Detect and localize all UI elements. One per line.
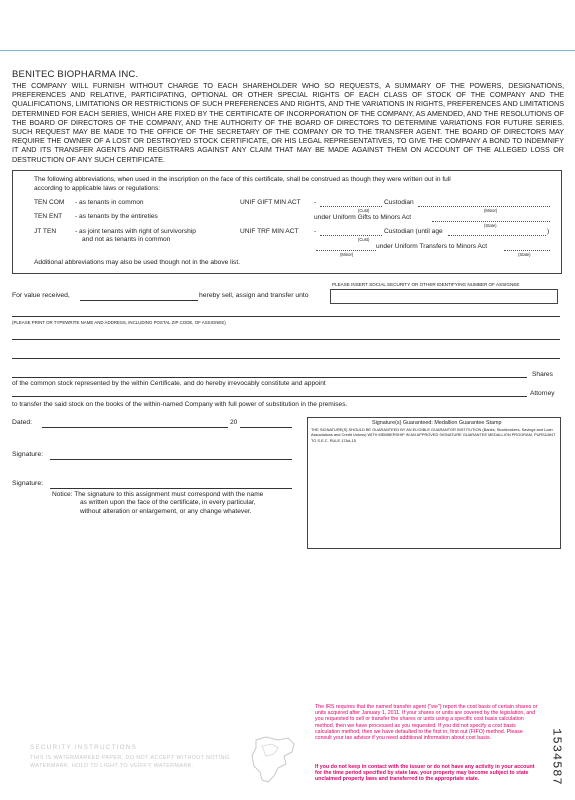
trf-age-line[interactable] xyxy=(448,235,546,236)
security-line-1: THIS IS WATERMARKED PAPER, DO NOT ACCEPT WITHOUT NOTING xyxy=(30,755,230,761)
north-america-watermark-icon xyxy=(248,734,300,790)
ten-com-code: TEN COM xyxy=(34,199,65,206)
print-name-caption: (PLEASE PRINT OR TYPEWRITE NAME AND ADDRESS, INCLUDING POSTAL ZIP CODE, OF ASSIGNEE) xyxy=(12,320,226,325)
abbrev-intro-2: according to applicable laws or regulations: xyxy=(34,185,161,192)
notice-line-1: Notice: The signature to this assignment must correspond with the name xyxy=(52,491,264,498)
serial-number: 1534587 xyxy=(549,728,564,786)
gift-state-caption: (State) xyxy=(484,223,497,228)
trf-cust-line[interactable] xyxy=(320,235,382,236)
rights-paragraph: THE COMPANY WILL FURNISH WITHOUT CHARGE TO EACH SHAREHOLDER WHO SO REQUESTS, A SUMMARY OF THE POWERS, DESIGNATIONS, PREFERENCES AND RELATIVE, PARTICIPATING, OPTIONAL OR OTHER SPECIAL RIGHTS OF EACH CLASS OF STOCK OF THE COMPANY AND THE QUALIFICATIONS, LIMITATIONS OR RESTRICTIONS OF SUCH PREFERENCES AND RIGHTS, AND THE VARIATIONS IN RIGHTS, PREFERENCES AND LIMITATIONS DETERMINED FOR EACH SERIES, WHICH ARE FIXED BY THE CERTIFICATE OF INCORPORATION OF THE COMPANY, AS AMENDED, AND THE RESOLUTIONS OF THE BOARD OF DIRECTORS OF THE COMPANY, AND THE AUTHORITY OF THE BOARD OF DIRECTORS TO DETERMINE VARIATIONS FOR FUTURE SERIES. SUCH REQUEST MAY BE MADE TO THE OFFICE OF THE SECRETARY OF THE COMPANY OR TO THE TRANSFER AGENT. THE BOARD OF DIRECTORS MAY REQUIRE THE OWNER OF A LOST OR DESTROYED STOCK CERTIFICATE, OR HIS LEGAL REPRESENTATIVES, TO GIVE THE COMPANY A BOND TO INDEMNIFY IT AND ITS TRANSFER AGENTS AND REGISTRARS AGAINST ANY CLAIM THAT MAY BE MADE AGAINST THEM ON ACCOUNT OF THE ALLEGED LOSS OR DESTRUCTION OF ANY SUCH CERTIFICATE. xyxy=(12,81,564,164)
trf-state-caption: (State) xyxy=(518,252,531,257)
company-name: BENITEC BIOPHARMA INC. xyxy=(12,69,139,80)
top-divider xyxy=(0,50,575,51)
date-line[interactable] xyxy=(42,427,228,428)
security-title: SECURITY INSTRUCTIONS xyxy=(30,744,138,751)
common-stock-text: of the common stock represented by the within Certificate, and do hereby irrevocably constitute and appoint xyxy=(12,380,326,387)
attorney-line[interactable] xyxy=(12,396,527,397)
gift-custodian-label: Custodian xyxy=(384,199,414,206)
unif-trf-dash: - xyxy=(314,228,317,235)
jt-ten-desc-1: - as joint tenants with right of survivorship xyxy=(75,228,196,235)
under-gifts-act: under Uniform Gifts to Minors Act xyxy=(314,214,412,221)
gift-cust-caption: (Cust) xyxy=(358,208,370,213)
signature-label-2: Signature: xyxy=(12,480,43,487)
shares-line[interactable] xyxy=(12,377,527,378)
shares-label: Shares xyxy=(532,371,553,378)
gift-state-line[interactable] xyxy=(432,221,550,222)
dated-label: Dated: xyxy=(12,419,33,426)
ssn-label: PLEASE INSERT SOCIAL SECURITY OR OTHER IDENTIFYING NUMBER OF ASSIGNEE xyxy=(332,282,520,287)
assignee-line-3[interactable] xyxy=(12,358,560,359)
ten-ent-code: TEN ENT xyxy=(34,213,63,220)
year-prefix: 20 xyxy=(230,419,238,426)
notice-line-3: without alteration or enlargement, or any change whatever. xyxy=(80,508,252,515)
trf-close-paren: ) xyxy=(547,228,550,235)
trf-custodian-until: Custodian (until age xyxy=(384,228,443,235)
attorney-label: Attorney xyxy=(530,390,555,397)
gift-cust-line[interactable] xyxy=(320,206,382,207)
trf-state-line[interactable] xyxy=(504,250,550,251)
assignee-line-1[interactable] xyxy=(12,316,560,317)
gift-minor-line[interactable] xyxy=(418,206,550,207)
unif-gift-dash: - xyxy=(314,199,317,206)
seller-name-line[interactable] xyxy=(80,300,198,301)
year-line[interactable] xyxy=(240,427,292,428)
unclaimed-property-notice: If you do not keep in contact with the issuer or do not have any activity in your account for the time period specified by state law, your property may become subject to state unclaimed property laws and transferred to the appropriate state. xyxy=(315,764,535,783)
trf-minor-caption: (Minor) xyxy=(340,252,354,257)
signature-line-2[interactable] xyxy=(50,488,292,489)
to-transfer-text: to transfer the said stock on the books of the within-named Company with full power of substitution in the premises. xyxy=(12,401,348,408)
irs-cost-basis-notice: The IRS requires that the named transfer agent ("we") report the cost basis of certain shares or units acquired after January 1, 2011. If your shares or units are covered by the legislation, and you requested to sell or transfer the shares or units using a specific cost basis calculation method, then we have processed as you requested. If you did not specify a cost basis calculation method, then we have defaulted to the first in, first out (FIFO) method. Please consult your tax advisor if you need additional information about cost basis. xyxy=(315,704,538,742)
ten-ent-desc: - as tenants by the entireties xyxy=(75,213,158,220)
ssn-input-box[interactable] xyxy=(330,289,558,304)
abbrev-intro-1: The following abbreviations, when used in the inscription on the face of this certificate, shall be construed as though they were written out in full xyxy=(34,176,451,183)
guarantee-title: Signature(s) Guaranteed: Medallion Guarantee Stamp xyxy=(372,420,502,426)
notice-line-2: as written upon the face of the certificate, in every particular, xyxy=(80,499,256,506)
for-value-received: For value received, xyxy=(12,292,70,299)
unif-gift-label: UNIF GIFT MIN ACT xyxy=(240,199,301,206)
hereby-sell-text: hereby sell, assign and transfer unto xyxy=(199,292,309,299)
trf-cust-caption: (Cust) xyxy=(358,237,370,242)
jt-ten-desc-2: and not as tenants in common xyxy=(82,236,171,243)
gift-minor-caption: (Minor) xyxy=(484,208,498,213)
trf-minor-line[interactable] xyxy=(316,250,376,251)
jt-ten-code: JT TEN xyxy=(34,228,57,235)
ten-com-desc: - as tenants in common xyxy=(75,199,144,206)
serial-number-container xyxy=(548,728,568,788)
additional-abbrev-note: Additional abbreviations may also be used though not in the above list. xyxy=(34,259,241,266)
security-line-2: WATERMARK. HOLD TO LIGHT TO VERIFY WATERMARK. xyxy=(30,763,194,769)
under-transfers-act: under Uniform Transfers to Minors Act xyxy=(376,243,488,250)
assignee-line-2[interactable] xyxy=(12,339,560,340)
signature-line-1[interactable] xyxy=(50,459,292,460)
signature-label-1: Signature: xyxy=(12,451,43,458)
guarantee-body: THE SIGNATURE(S) SHOULD BE GUARANTEED BY AN ELIGIBLE GUARANTOR INSTITUTION (Banks, Stockbrokers, Savings and Loan Associations and Credit Unions) WITH MEMBERSHIP IN AN APPROVED SIGNATURE GUARANTEE MEDALLION PROGRAM, PURSUANT TO S.E.C. RULE 17Ad-15 xyxy=(311,427,556,443)
unif-trf-label: UNIF TRF MIN ACT xyxy=(240,228,299,235)
